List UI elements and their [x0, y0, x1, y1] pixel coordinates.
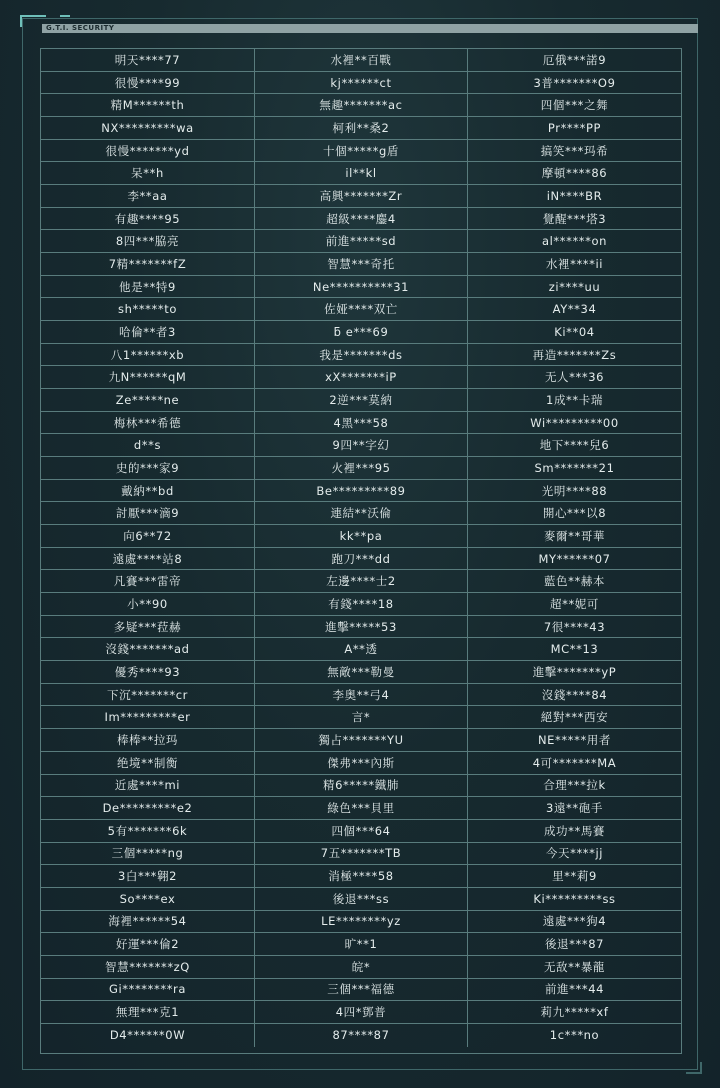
table-cell: 綠色***貝里 [255, 797, 468, 820]
corner-bracket-bottom-right [686, 1062, 702, 1074]
header-bar [42, 24, 698, 33]
table-cell: 小**90 [41, 593, 255, 616]
table-cell: 智慧***奇托 [255, 253, 468, 276]
table-cell: 搞笑***玛希 [468, 140, 681, 163]
table-cell: al******on [468, 230, 681, 253]
table-cell: Wi*********00 [468, 412, 681, 435]
table-cell: 4四*鄧普 [255, 1001, 468, 1024]
table-cell: 精6*****鐵肺 [255, 775, 468, 798]
table-cell: 精M******th [41, 94, 255, 117]
table-cell: 很慢*******yd [41, 140, 255, 163]
table-cell: 凡賽***雷帝 [41, 570, 255, 593]
table-cell: 遠處***狗4 [468, 911, 681, 934]
table-cell: zi****uu [468, 276, 681, 299]
table-cell: 柯利**桑2 [255, 117, 468, 140]
table-cell: 傑弗***內斯 [255, 752, 468, 775]
table-cell: 向6**72 [41, 525, 255, 548]
table-cell: 有趣****95 [41, 208, 255, 231]
table-cell: 三個*****ng [41, 843, 255, 866]
table-cell: A**透 [255, 638, 468, 661]
table-cell: 進擊*******yP [468, 661, 681, 684]
table-cell: 今天****jj [468, 843, 681, 866]
table-cell: Pr****PP [468, 117, 681, 140]
table-cell: 無理***克1 [41, 1001, 255, 1024]
table-cell: kj******ct [255, 72, 468, 95]
table-cell: 戴納**bd [41, 480, 255, 503]
table-cell: Ki**04 [468, 321, 681, 344]
table-cell: 1c***no [549, 1028, 600, 1043]
table-cell: So****ex [41, 888, 255, 911]
table-cell: 藍色**赫本 [468, 570, 681, 593]
table-cell: 9四**字幻 [255, 434, 468, 457]
table-cell: 4黑***58 [255, 412, 468, 435]
table-cell: 史的***家9 [41, 457, 255, 480]
header-title: G.T.I. SECURITY [46, 24, 115, 32]
table-cell: 再造*******Zs [468, 344, 681, 367]
table-cell: 智慧*******zQ [41, 956, 255, 979]
table-cell: 四個***之舞 [468, 94, 681, 117]
table-cell: 合理***拉k [468, 775, 681, 798]
table-cell: 前進*****sd [255, 230, 468, 253]
table-cell: 無敵***勒曼 [255, 661, 468, 684]
table-cell: 呆**h [41, 162, 255, 185]
table-cell: 海裡******54 [41, 911, 255, 934]
table-cell: De*********e2 [41, 797, 255, 820]
table-cell: 3遠**砲手 [468, 797, 681, 820]
table-cell: 3白***翱2 [41, 865, 255, 888]
table-cell: 獨占*******YU [255, 729, 468, 752]
table-cell: sh*****to [41, 298, 255, 321]
table-cell: 里**莉9 [468, 865, 681, 888]
table-cell: 成功**馬賽 [468, 820, 681, 843]
table-cell: 2逆***莫納 [255, 389, 468, 412]
table-cell: 7五*******TB [255, 843, 468, 866]
table-cell: d**s [41, 434, 255, 457]
table-cell: 左邊****士2 [255, 570, 468, 593]
table-cell: 1成**卡瑞 [468, 389, 681, 412]
table-cell: 莉九*****xf [468, 1001, 681, 1024]
table-cell: 厄俄***諾9 [468, 49, 681, 72]
table-cell: 火裡***95 [255, 457, 468, 480]
table-cell: 言* [255, 706, 468, 729]
table-cell: 近處****mi [41, 775, 255, 798]
table-cell: 四個***64 [255, 820, 468, 843]
table-cell: 哈倫**者3 [41, 321, 255, 344]
table-cell: il**kl [255, 162, 468, 185]
table-cell: 3普*******O9 [468, 72, 681, 95]
table-cell: 後退***87 [468, 933, 681, 956]
table-cell: iN****BR [468, 185, 681, 208]
table-cell: 高興*******Zr [255, 185, 468, 208]
table-cell: 超**妮可 [468, 593, 681, 616]
table-cell: 開心***以8 [468, 502, 681, 525]
table-cell: Gi********ra [41, 979, 255, 1002]
table-cell: 多疑***菈赫 [41, 616, 255, 639]
table-cell: 優秀****93 [41, 661, 255, 684]
table-cell: 下沉*******cr [41, 684, 255, 707]
table-cell: 絕對***西安 [468, 706, 681, 729]
table-cell: 梅林***希德 [41, 412, 255, 435]
table-cell: Im*********er [41, 706, 255, 729]
table-cell: 沒錢*******ad [41, 638, 255, 661]
table-cell: 李**aa [41, 185, 255, 208]
table-cell: 绝境**制衡 [41, 752, 255, 775]
table-cell: 遠處****站8 [41, 548, 255, 571]
table-cell: 連結**沃倫 [255, 502, 468, 525]
table-cell: 消極****58 [255, 865, 468, 888]
table-cell: 後退***ss [255, 888, 468, 911]
table-cell: 地下****兒6 [468, 434, 681, 457]
table-cell: AY**34 [468, 298, 681, 321]
table-cell: 超級****鏖4 [255, 208, 468, 231]
table-cell: LE********yz [255, 911, 468, 934]
table-cell: 明天****77 [41, 49, 255, 72]
table-cell: 討厭***滴9 [41, 502, 255, 525]
table-cell: MY******07 [468, 548, 681, 571]
table-cell: NE*****用者 [468, 729, 681, 752]
table-cell: 7精*******fZ [41, 253, 255, 276]
table-cell: 有錢****18 [255, 593, 468, 616]
table-cell: 三個***福德 [255, 979, 468, 1002]
table-cell: 光明****88 [468, 480, 681, 503]
table-cell: 87****87 [255, 1024, 468, 1047]
table-cell: 水裡****ii [468, 253, 681, 276]
table-cell: 麥爾**哥華 [468, 525, 681, 548]
table-cell: 無趣*******ac [255, 94, 468, 117]
table-cell: Sm*******21 [468, 457, 681, 480]
table-cell: 好運***倫2 [41, 933, 255, 956]
table-cell: 棒棒**拉玛 [41, 729, 255, 752]
table-cell: MC**13 [468, 638, 681, 661]
table-cell: NX*********wa [41, 117, 255, 140]
table-cell: 旷**1 [255, 933, 468, 956]
table-cell: xX*******iP [255, 366, 468, 389]
table-cell: 4可*******MA [468, 752, 681, 775]
table-cell: 7很****43 [468, 616, 681, 639]
table-cell: D4******0W [41, 1024, 255, 1047]
table-cell: 前進***44 [468, 979, 681, 1002]
table-cell: 水裡**百戰 [255, 49, 468, 72]
table-cell: ƃ e***69 [255, 321, 468, 344]
table-cell: 他是**特9 [41, 276, 255, 299]
table-cell: 八1******xb [41, 344, 255, 367]
table-cell: Ki*********ss [468, 888, 681, 911]
table-cell: 李奥**弓4 [255, 684, 468, 707]
table-cell: 佐娅****双亡 [255, 298, 468, 321]
table-cell: kk**pa [255, 525, 468, 548]
table-cell: 十個*****g盾 [255, 140, 468, 163]
table-cell: 无敌**暴龍 [468, 956, 681, 979]
names-grid [41, 49, 681, 1053]
table-cell: 進擊*****53 [255, 616, 468, 639]
corner-dash-decoration [60, 15, 70, 17]
table-cell: 无人***36 [468, 366, 681, 389]
table-cell: 很慢****99 [41, 72, 255, 95]
names-table [40, 48, 682, 1054]
table-cell: 覺醒***塔3 [468, 208, 681, 231]
table-cell: 5有*******6k [41, 820, 255, 843]
table-cell: 沒錢****84 [468, 684, 681, 707]
table-cell: 九N******qM [41, 366, 255, 389]
table-cell: 跑刀***dd [255, 548, 468, 571]
table-cell: Ne**********31 [255, 276, 468, 299]
table-cell: Ze*****ne [41, 389, 255, 412]
table-cell: Be*********89 [255, 480, 468, 503]
table-cell: 我是*******ds [255, 344, 468, 367]
table-cell: 皖* [255, 956, 468, 979]
table-cell: 8四***脇亮 [41, 230, 255, 253]
table-cell: 摩頓****86 [468, 162, 681, 185]
